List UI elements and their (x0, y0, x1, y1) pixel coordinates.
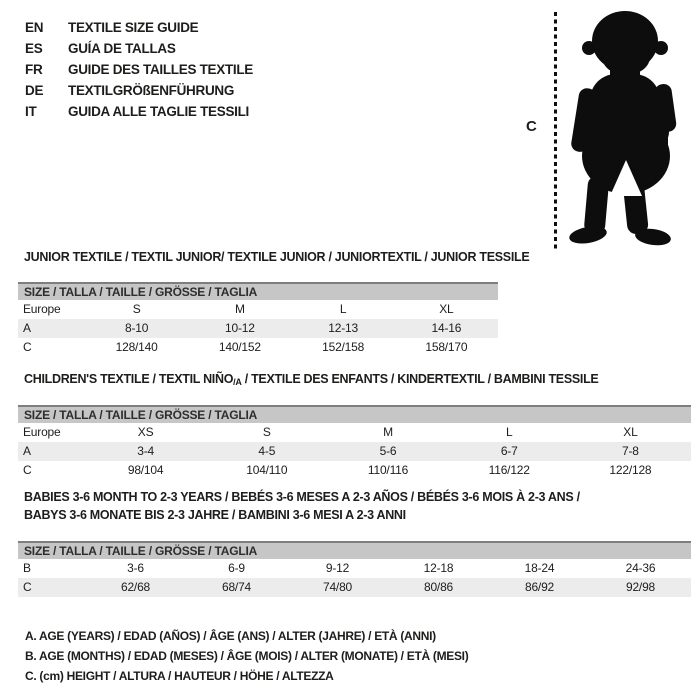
size-cell: 24-36 (625, 561, 656, 575)
row-label: A (23, 444, 31, 458)
size-cell: 92/98 (625, 580, 656, 594)
size-cell: 116/122 (488, 463, 530, 477)
legend-item: C. (cm) HEIGHT / ALTURA / HAUTEUR / HÖHE / ALTEZZA (25, 669, 334, 683)
height-measure-figure (518, 8, 700, 248)
table-title: CHILDREN'S TEXTILE / TEXTIL NIÑO/A / TEXTILE DES ENFANTS / KINDERTEXTIL / BAMBINI TESSILE (24, 372, 599, 387)
size-cell: 104/110 (246, 463, 288, 477)
size-cell: 128/140 (115, 340, 158, 354)
height-dotted-line-icon (554, 12, 557, 250)
size-table-babies (18, 488, 691, 597)
size-cell: S (132, 302, 141, 316)
row-label: C (23, 463, 32, 477)
size-cell: M (234, 302, 245, 316)
toddler-silhouette-image (560, 8, 700, 248)
size-cell: 12-13 (328, 321, 358, 335)
language-label: GUIDA ALLE TAGLIE TESSILI (68, 104, 249, 119)
size-cell: 68/74 (221, 580, 252, 594)
table-title-line1: BABIES 3-6 MONTH TO 2-3 YEARS / BEBÉS 3-6 MESES A 2-3 AÑOS / BÉBÉS 3-6 MOIS À 2-3 ANS / (24, 490, 580, 504)
size-cell: 3-6 (127, 561, 144, 575)
language-code: FR (25, 62, 43, 77)
row-label: B (23, 561, 31, 575)
language-label: TEXTILGRÖßENFÜHRUNG (68, 83, 235, 98)
size-cell: 14-16 (431, 321, 462, 335)
language-code: IT (25, 104, 37, 119)
table-row (18, 461, 691, 480)
language-row (25, 17, 253, 38)
size-cell: XL (439, 302, 454, 316)
size-cell: XS (137, 425, 154, 439)
size-cell: 4-5 (258, 444, 276, 458)
size-cell: 6-9 (228, 561, 245, 575)
size-cell: 158/170 (425, 340, 468, 354)
size-cell: 9-12 (325, 561, 350, 575)
size-cell: L (505, 425, 513, 439)
height-measure-label: C (526, 118, 537, 135)
row-label: Europe (23, 302, 61, 316)
table-row (18, 578, 691, 597)
table-row (18, 423, 691, 442)
language-code: ES (25, 41, 43, 56)
size-cell: M (383, 425, 393, 439)
size-cell: 8-10 (125, 321, 149, 335)
size-cell: 62/68 (120, 580, 151, 594)
table-row (18, 338, 498, 357)
language-label: TEXTILE SIZE GUIDE (68, 20, 199, 35)
language-code: DE (25, 83, 44, 98)
table-size-header: SIZE / TALLA / TAILLE / GRÖSSE / TAGLIA (18, 541, 691, 559)
legend-item: B. AGE (MONTHS) / EDAD (MESES) / ÂGE (MOIS) / ALTER (MONATE) / ETÀ (MESI) (25, 649, 469, 663)
table-row (18, 559, 691, 578)
language-row (25, 80, 253, 101)
size-cell: 6-7 (500, 444, 518, 458)
size-cell: 122/128 (609, 463, 652, 477)
size-cell: 86/92 (524, 580, 555, 594)
size-table-children (18, 372, 691, 480)
size-cell: 80/86 (423, 580, 454, 594)
language-row (25, 59, 253, 80)
size-cell: XL (623, 425, 638, 439)
legend (25, 626, 468, 686)
row-label: C (23, 340, 32, 354)
size-cell: 140/152 (218, 340, 261, 354)
size-cell: 12-18 (423, 561, 454, 575)
table-row (18, 319, 498, 338)
row-label: A (23, 321, 31, 335)
table-size-header: SIZE / TALLA / TAILLE / GRÖSSE / TAGLIA (18, 282, 498, 300)
row-label: C (23, 580, 32, 594)
table-row (18, 300, 498, 319)
legend-item: A. AGE (YEARS) / EDAD (AÑOS) / ÂGE (ANS) / ALTER (JAHRE) / ETÀ (ANNI) (25, 629, 436, 643)
size-cell: L (339, 302, 347, 316)
language-code: EN (25, 20, 44, 35)
size-cell: 98/104 (127, 463, 164, 477)
size-cell: 18-24 (524, 561, 555, 575)
language-label: GUIDE DES TAILLES TEXTILE (68, 62, 254, 77)
language-row (25, 38, 253, 59)
table-title (24, 488, 691, 524)
size-cell: 152/158 (322, 340, 365, 354)
size-cell: 110/116 (367, 463, 409, 477)
size-cell: 74/80 (322, 580, 353, 594)
row-label: Europe (23, 425, 61, 439)
table-title-line2: BABYS 3-6 MONATE BIS 2-3 JAHRE / BAMBINI 3-6 MESI A 2-3 ANNI (24, 508, 406, 522)
size-cell: 10-12 (225, 321, 255, 335)
table-row (18, 442, 691, 461)
size-cell: 7-8 (622, 444, 639, 458)
language-label: GUÍA DE TALLAS (68, 41, 176, 56)
language-row (25, 101, 253, 122)
size-cell: S (262, 425, 271, 439)
size-table-junior (18, 250, 530, 357)
language-list (25, 17, 253, 122)
size-cell: 5-6 (379, 444, 397, 458)
table-size-header: SIZE / TALLA / TAILLE / GRÖSSE / TAGLIA (18, 405, 691, 423)
size-cell: 3-4 (137, 444, 154, 458)
table-title: JUNIOR TEXTILE / TEXTIL JUNIOR/ TEXTILE JUNIOR / JUNIORTEXTIL / JUNIOR TESSILE (24, 250, 530, 264)
